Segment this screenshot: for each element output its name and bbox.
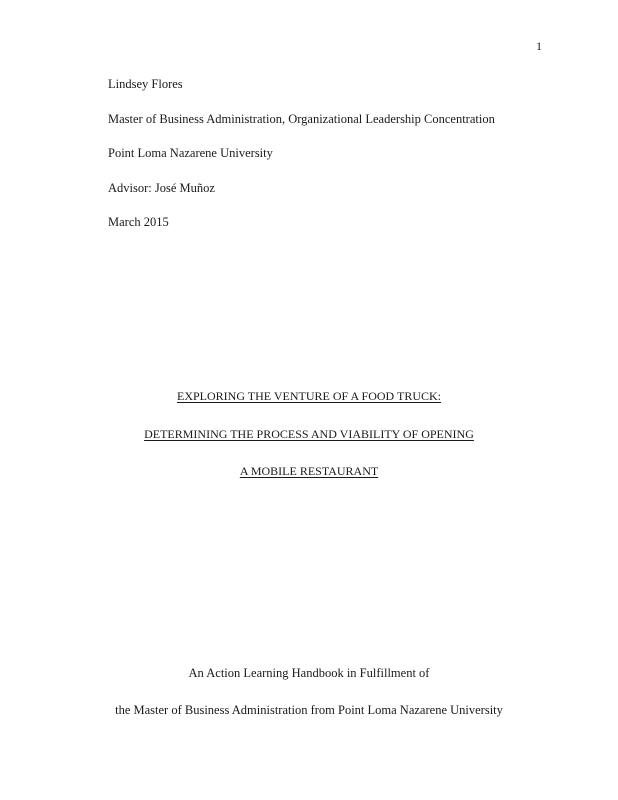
title-line-1: [0, 389, 618, 427]
title-line-2: [0, 427, 618, 465]
title-line-3-text: A MOBILE RESTAURANT: [239, 464, 379, 478]
title-line-3: [0, 464, 618, 502]
submission-date: March 2015: [108, 215, 169, 229]
fulfillment-line-2: the Master of Business Administration from Point Loma Nazarene University: [115, 703, 503, 717]
advisor-name: Advisor: José Muñoz: [108, 180, 215, 195]
author-block: [108, 77, 495, 250]
page-number: 1: [536, 39, 542, 53]
degree-program: Master of Business Administration, Organizational Leadership Concentration: [108, 111, 495, 126]
document-title: [0, 389, 618, 502]
fulfillment-line-1: An Action Learning Handbook in Fulfillment of: [188, 666, 430, 680]
fulfillment-statement: [0, 666, 618, 740]
author-name: Lindsey Flores: [108, 77, 183, 91]
university-name: Point Loma Nazarene University: [108, 146, 273, 160]
title-line-2-text: DETERMINING THE PROCESS AND VIABILITY OF OPENING: [144, 426, 474, 441]
title-line-1-text: EXPLORING THE VENTURE OF A FOOD TRUCK:: [176, 389, 442, 403]
